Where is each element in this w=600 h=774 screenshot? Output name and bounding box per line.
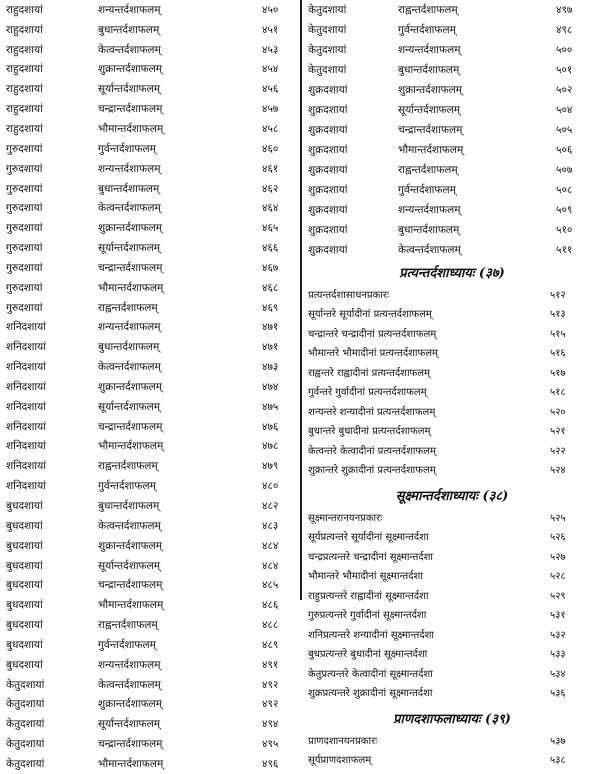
page-number: ४८९ xyxy=(262,638,279,651)
dasha-name: गुरुदशायां xyxy=(6,242,43,255)
page-number: ४९२ xyxy=(262,678,279,691)
toc-row xyxy=(304,20,600,40)
antardasha-name: भौमान्तर्दशाफलम् xyxy=(98,122,164,135)
page-number: ५२० xyxy=(550,406,566,418)
antardasha-name: सूर्यान्तर्दशाफलम् xyxy=(398,104,461,116)
toc-row xyxy=(304,240,600,260)
entry-title: गुरुप्रत्यन्तरे गुर्वादीनां सूक्ष्मान्तर्दशा xyxy=(308,610,427,622)
antardasha-name: शुक्रान्तर्दशाफलम् xyxy=(98,222,163,235)
toc-row xyxy=(0,0,298,20)
page-number: ४५१ xyxy=(262,23,279,36)
column-divider xyxy=(300,0,302,600)
entry-title: गुर्वन्तरे गुर्वादीनां प्रत्यन्तर्दशाफलम् xyxy=(308,387,427,399)
toc-row xyxy=(0,595,298,615)
antardasha-name: गुर्वन्तर्दशाफलम् xyxy=(98,142,156,155)
page-number: ५१६ xyxy=(550,348,566,360)
antardasha-name: भौमान्तर्दशाफलम् xyxy=(98,281,164,294)
dasha-name: शुक्रदशायां xyxy=(308,224,348,236)
dasha-name: केतुदशायां xyxy=(308,44,347,56)
entry-title: प्राणदशानयनप्रकारः xyxy=(308,735,378,747)
toc-row xyxy=(0,20,298,40)
page-number: ४६१ xyxy=(262,162,279,175)
toc-row xyxy=(0,635,298,655)
page-number: ५११ xyxy=(556,244,573,256)
toc-row xyxy=(0,99,298,119)
toc-row xyxy=(304,527,600,547)
antardasha-name: भौमान्तर्दशाफलम् xyxy=(98,599,164,612)
dasha-name: गुरुदशायां xyxy=(6,261,43,274)
dasha-name: बुधदशायां xyxy=(6,638,43,651)
antardasha-name: चन्द्रान्तर्दशाफलम् xyxy=(98,261,163,274)
dasha-name: शुक्रदशायां xyxy=(308,104,348,116)
chapter-39-list xyxy=(304,730,600,769)
right-table xyxy=(304,0,600,260)
page-number: ४९५ xyxy=(262,738,279,751)
dasha-name: शुक्रदशायां xyxy=(308,164,348,176)
page-number: ४७९ xyxy=(262,460,279,473)
dasha-name: राहुदशायां xyxy=(6,3,43,16)
dasha-name: गुरुदशायां xyxy=(6,222,43,235)
dasha-name: शनिदशायां xyxy=(6,400,46,413)
toc-row xyxy=(304,140,600,160)
page-number: ५१२ xyxy=(550,289,566,301)
dasha-name: राहुदशायां xyxy=(6,122,43,135)
page-number: ४९८ xyxy=(556,24,573,36)
page-number: ४५० xyxy=(262,3,279,16)
page-number: ४५४ xyxy=(262,63,279,76)
antardasha-name: चन्द्रान्तर्दशाफलम् xyxy=(98,103,163,116)
dasha-name: बुधदशायां xyxy=(6,519,43,532)
dasha-name: शुक्रदशायां xyxy=(308,144,348,156)
toc-row xyxy=(0,536,298,556)
toc-row xyxy=(304,683,600,703)
page-number: ४६६ xyxy=(262,242,279,255)
page-number: ४७१ xyxy=(262,341,279,354)
page-number: ४५३ xyxy=(262,43,279,56)
antardasha-name: चन्द्रान्तर्दशाफलम् xyxy=(98,738,163,751)
antardasha-name: शन्यन्तर्दशाफलम् xyxy=(398,204,461,216)
page-number: ५०७ xyxy=(556,164,573,176)
page-number: ५०५ xyxy=(556,124,573,136)
antardasha-name: शन्यन्तर्दशाफलम् xyxy=(98,321,161,334)
toc-row xyxy=(304,605,600,625)
antardasha-name: बुधान्तर्दशाफलम् xyxy=(398,64,460,76)
antardasha-name: राह्वन्तर्दशाफलम् xyxy=(98,301,158,314)
entry-title: बुधान्तरे बुधादीनां प्रत्यन्तर्दशाफलम् xyxy=(308,426,431,438)
page-number: ४६५ xyxy=(262,222,279,235)
chapter-37-list xyxy=(304,284,600,479)
antardasha-name: राह्वन्तर्दशाफलम् xyxy=(98,460,158,473)
dasha-name: राहुदशायां xyxy=(6,83,43,96)
page-number: ४५८ xyxy=(262,122,279,135)
antardasha-name: केत्वन्तर्दशाफलम् xyxy=(98,678,161,691)
page-number: ४६८ xyxy=(262,281,279,294)
dasha-name: शनिदशायां xyxy=(6,341,46,354)
toc-row xyxy=(0,40,298,60)
page-number: ५०१ xyxy=(556,64,573,76)
antardasha-name: राह्वन्तर्दशाफलम् xyxy=(98,619,158,632)
page-number: ५१८ xyxy=(550,387,566,399)
page-number: ४६९ xyxy=(262,301,279,314)
antardasha-name: सूर्यान्तर्दशाफलम् xyxy=(98,400,161,413)
entry-title: सूक्ष्मान्तरानयनप्रकारः xyxy=(308,512,383,524)
toc-row xyxy=(304,100,600,120)
page-number: ५३७ xyxy=(550,735,566,747)
toc-row xyxy=(0,734,298,754)
antardasha-name: बुधान्तर्दशाफलम् xyxy=(98,500,160,513)
dasha-name: राहुदशायां xyxy=(6,63,43,76)
page-number: ४८३ xyxy=(262,519,279,532)
toc-row xyxy=(0,714,298,734)
page-number: ४५६ xyxy=(262,83,279,96)
toc-row xyxy=(304,0,600,20)
antardasha-name: शन्यन्तर्दशाफलम् xyxy=(98,162,161,175)
page-number: ५१५ xyxy=(550,328,566,340)
antardasha-name: केत्वन्तर्दशाफलम् xyxy=(398,244,461,256)
dasha-name: बुधदशायां xyxy=(6,579,43,592)
right-column xyxy=(304,0,600,769)
entry-title: शुक्रान्तरे शुक्रादीनां प्रत्यन्तर्दशाफलम् xyxy=(308,465,436,477)
toc-row xyxy=(304,60,600,80)
toc-row xyxy=(304,460,600,480)
entry-title: बुधप्रत्यन्तरे बुधादीनां सूक्ष्मान्तर्दशा xyxy=(308,649,428,661)
toc-row xyxy=(0,476,298,496)
toc-row xyxy=(304,180,600,200)
page-number: ४६७ xyxy=(262,261,279,274)
page-number: ५३६ xyxy=(550,688,566,700)
entry-title: सूर्यप्राणदशाफलम् xyxy=(308,755,372,767)
dasha-name: केतुदशायां xyxy=(308,64,347,76)
page-number: ५३१ xyxy=(550,610,566,622)
antardasha-name: शुक्रान्तर्दशाफलम् xyxy=(98,539,163,552)
page-number: ५०९ xyxy=(556,204,573,216)
toc-row xyxy=(0,278,298,298)
toc-row xyxy=(304,362,600,382)
page-number: ४८६ xyxy=(262,599,279,612)
page-number: ५०२ xyxy=(556,84,573,96)
page-number: ४९७ xyxy=(556,4,573,16)
page-number: ५२६ xyxy=(550,532,566,544)
entry-title: चन्द्रान्तरे चन्द्रादीनां प्रत्यन्तर्दशाफलम् xyxy=(308,328,437,340)
page-number: ४८५ xyxy=(262,579,279,592)
toc-row xyxy=(304,284,600,304)
toc-row xyxy=(0,437,298,457)
antardasha-name: चन्द्रान्तर्दशाफलम् xyxy=(98,579,163,592)
antardasha-name: गुर्वन्तर्दशाफलम् xyxy=(98,480,156,493)
dasha-name: शनिदशायां xyxy=(6,380,46,393)
page-number: ५०८ xyxy=(556,184,573,196)
dasha-name: गुरुदशायां xyxy=(6,142,43,155)
antardasha-name: चन्द्रान्तर्दशाफलम् xyxy=(98,420,163,433)
toc-row xyxy=(0,337,298,357)
antardasha-name: केत्वन्तर्दशाफलम् xyxy=(98,361,161,374)
page-number: ४७३ xyxy=(262,361,279,374)
toc-row xyxy=(304,440,600,460)
toc-row xyxy=(304,585,600,605)
page-number: ५०४ xyxy=(556,104,573,116)
dasha-name: राहुदशायां xyxy=(6,23,43,36)
toc-row xyxy=(0,159,298,179)
entry-title: सूर्यप्रत्यन्तरे सूर्यादीनां सूक्ष्मान्तर्दशा xyxy=(308,532,429,544)
toc-row xyxy=(304,343,600,363)
entry-title: राहुप्रत्यन्तरे राह्वादीनां सूक्ष्मान्तर्दशा xyxy=(308,590,429,602)
toc-row xyxy=(0,238,298,258)
dasha-name: गुरुदशायां xyxy=(6,301,43,314)
antardasha-name: शुक्रान्तर्दशाफलम् xyxy=(98,698,163,711)
toc-row xyxy=(304,304,600,324)
dasha-name: केतुदशायां xyxy=(6,757,45,770)
page-number: ४८४ xyxy=(262,559,279,572)
page-number: ४७६ xyxy=(262,420,279,433)
antardasha-name: सूर्यान्तर्दशाफलम् xyxy=(98,718,161,731)
dasha-name: शनिदशायां xyxy=(6,321,46,334)
toc-row xyxy=(0,139,298,159)
antardasha-name: सूर्यान्तर्दशाफलम् xyxy=(98,83,161,96)
toc-row xyxy=(0,218,298,238)
toc-row xyxy=(304,566,600,586)
toc-row xyxy=(304,382,600,402)
antardasha-name: बुधान्तर्दशाफलम् xyxy=(98,23,160,36)
toc-row xyxy=(304,200,600,220)
dasha-name: शनिदशायां xyxy=(6,420,46,433)
dasha-name: केतुदशायां xyxy=(6,718,45,731)
page-number: ४५७ xyxy=(262,103,279,116)
toc-row xyxy=(0,417,298,437)
entry-title: केत्वन्तरे केत्वादीनां प्रत्यन्तर्दशाफलम् xyxy=(308,445,436,457)
toc-row xyxy=(304,644,600,664)
entry-title: भौमान्तरे भौमादीनां सूक्ष्मान्तर्दशा xyxy=(308,571,423,583)
toc-row xyxy=(0,60,298,80)
entry-title: शन्यन्तरे शन्यादीनां प्रत्यन्तर्दशाफलम् xyxy=(308,406,436,418)
chapter-37-title: प्रत्यन्तर्दशाध्यायः (३७) xyxy=(399,266,505,281)
page-number: ४९२ xyxy=(262,698,279,711)
chapter-38-list xyxy=(304,507,600,702)
toc-row xyxy=(304,323,600,343)
antardasha-name: भौमान्तर्दशाफलम् xyxy=(98,757,164,770)
page-number: ५३४ xyxy=(550,668,566,680)
page-number: ४६४ xyxy=(262,202,279,215)
antardasha-name: गुर्वन्तर्दशाफलम् xyxy=(98,638,156,651)
toc-row xyxy=(0,695,298,715)
toc-row xyxy=(0,655,298,675)
page-number: ४८४ xyxy=(262,539,279,552)
page-number: ५१० xyxy=(556,224,573,236)
page-number: ४६२ xyxy=(262,182,279,195)
entry-title: राह्वन्तरे राह्वादीनां प्रत्यन्तर्दशाफलम् xyxy=(308,367,431,379)
chapter-38-title: सूक्ष्मान्तर्दशाध्यायः (३८) xyxy=(395,489,509,504)
page-number: ५१३ xyxy=(550,309,566,321)
dasha-name: शुक्रदशायां xyxy=(308,184,348,196)
dasha-name: गुरुदशायां xyxy=(6,202,43,215)
entry-title: शनिप्रत्यन्तरे शन्यादीनां सूक्ष्मान्तर्दशा xyxy=(308,629,434,641)
page-number: ५२२ xyxy=(550,445,566,457)
toc-row xyxy=(0,119,298,139)
toc-row xyxy=(304,624,600,644)
antardasha-name: बुधान्तर्दशाफलम् xyxy=(98,182,160,195)
entry-title: चन्द्रप्रत्यन्तरे चन्द्रादीनां सूक्ष्मान्तर्दशा xyxy=(308,551,434,563)
dasha-name: बुधदशायां xyxy=(6,619,43,632)
toc-row xyxy=(304,120,600,140)
dasha-name: बुधदशायां xyxy=(6,599,43,612)
antardasha-name: सूर्यान्तर्दशाफलम् xyxy=(98,559,161,572)
toc-row xyxy=(0,575,298,595)
antardasha-name: गुर्वन्तर्दशाफलम् xyxy=(398,184,456,196)
toc-row xyxy=(304,40,600,60)
page-number: ५०६ xyxy=(556,144,573,156)
page-number: ४९६ xyxy=(262,757,279,770)
toc-row xyxy=(0,179,298,199)
dasha-name: केतुदशायां xyxy=(6,698,45,711)
entry-title: शुक्रप्रत्यन्तरे शुक्रादीनां सूक्ष्मान्तर्दशा xyxy=(308,688,433,700)
page-number: ५२९ xyxy=(550,590,566,602)
dasha-name: शनिदशायां xyxy=(6,440,46,453)
antardasha-name: शुक्रान्तर्दशाफलम् xyxy=(98,63,163,76)
toc-row xyxy=(0,258,298,278)
antardasha-name: राह्वन्तर्दशाफलम् xyxy=(398,164,458,176)
page-number: ५२८ xyxy=(550,571,566,583)
dasha-name: बुधदशायां xyxy=(6,658,43,671)
toc-row xyxy=(0,456,298,476)
page-number: ५३८ xyxy=(550,755,566,767)
toc-row xyxy=(304,507,600,527)
toc-row xyxy=(304,730,600,750)
toc-row xyxy=(304,750,600,770)
page-number: ५३३ xyxy=(550,649,566,661)
entry-title: केतुप्रत्यन्तरे केत्वादीनां सूक्ष्मान्तर्दशा xyxy=(308,668,433,680)
dasha-name: केतुदशायां xyxy=(6,678,45,691)
dasha-name: शनिदशायां xyxy=(6,480,46,493)
entry-title: सूर्यान्तरे सूर्यादीनां प्रत्यन्तर्दशाफलम् xyxy=(308,309,432,321)
toc-row xyxy=(304,546,600,566)
toc-row xyxy=(0,377,298,397)
antardasha-name: भौमान्तर्दशाफलम् xyxy=(98,440,164,453)
dasha-name: शनिदशायां xyxy=(6,361,46,374)
page-number: ५३२ xyxy=(550,629,566,641)
toc-row xyxy=(0,516,298,536)
left-column xyxy=(0,0,298,774)
antardasha-name: केत्वन्तर्दशाफलम् xyxy=(98,43,161,56)
antardasha-name: शुक्रान्तर्दशाफलम् xyxy=(398,84,463,96)
page-number: ४९१ xyxy=(262,658,279,671)
antardasha-name: शन्यन्तर्दशाफलम् xyxy=(98,658,161,671)
antardasha-name: गुर्वन्तर्दशाफलम् xyxy=(398,24,456,36)
antardasha-name: बुधान्तर्दशाफलम् xyxy=(398,224,460,236)
dasha-name: बुधदशायां xyxy=(6,559,43,572)
page-number: ५२१ xyxy=(550,426,566,438)
antardasha-name: शन्यन्तर्दशाफलम् xyxy=(398,44,461,56)
page-number: ४७१ xyxy=(262,321,279,334)
entry-title: भौमान्तरे भौमादीनां प्रत्यन्तर्दशाफलम् xyxy=(308,348,438,360)
dasha-name: गुरुदशायां xyxy=(6,281,43,294)
dasha-name: शुक्रदशायां xyxy=(308,204,348,216)
dasha-name: शुक्रदशायां xyxy=(308,84,348,96)
antardasha-name: चन्द्रान्तर्दशाफलम् xyxy=(398,124,463,136)
page-number: ४८० xyxy=(262,480,279,493)
antardasha-name: सूर्यान्तर्दशाफलम् xyxy=(98,242,161,255)
toc-row xyxy=(304,220,600,240)
dasha-name: शनिदशायां xyxy=(6,460,46,473)
page-number: ४९४ xyxy=(262,718,279,731)
dasha-name: गुरुदशायां xyxy=(6,162,43,175)
toc-row xyxy=(304,663,600,683)
toc-row xyxy=(0,754,298,774)
chapter-39-title: प्राणदशाफलाध्यायः (३९) xyxy=(393,712,511,727)
toc-row xyxy=(0,79,298,99)
page-number: ५१७ xyxy=(550,367,566,379)
page-number: ४७८ xyxy=(262,440,279,453)
antardasha-name: बुधान्तर्दशाफलम् xyxy=(98,341,160,354)
page-number: ५०० xyxy=(556,44,573,56)
antardasha-name: केत्वन्तर्दशाफलम् xyxy=(98,519,161,532)
toc-row xyxy=(0,496,298,516)
antardasha-name: शन्यन्तर्दशाफलम् xyxy=(98,3,161,16)
toc-row xyxy=(0,357,298,377)
page-number: ४६० xyxy=(262,142,279,155)
page-number: ५२७ xyxy=(550,551,566,563)
toc-row xyxy=(0,675,298,695)
dasha-name: बुधदशायां xyxy=(6,500,43,513)
antardasha-name: शुक्रान्तर्दशाफलम् xyxy=(98,380,163,393)
page-number: ५२४ xyxy=(550,465,566,477)
dasha-name: राहुदशायां xyxy=(6,43,43,56)
dasha-name: बुधदशायां xyxy=(6,539,43,552)
toc-row xyxy=(304,160,600,180)
page-number: ४७४ xyxy=(262,380,279,393)
antardasha-name: केत्वन्तर्दशाफलम् xyxy=(98,202,161,215)
page-number: ४८८ xyxy=(262,619,279,632)
dasha-name: शुक्रदशायां xyxy=(308,124,348,136)
toc-row xyxy=(304,401,600,421)
toc-row xyxy=(0,556,298,576)
toc-row xyxy=(304,421,600,441)
dasha-name: केतुदशायां xyxy=(308,24,347,36)
page-number: ५२५ xyxy=(550,512,566,524)
page-number: ४७५ xyxy=(262,400,279,413)
antardasha-name: राह्वन्तर्दशाफलम् xyxy=(398,4,458,16)
antardasha-name: भौमान्तर्दशाफलम् xyxy=(398,144,464,156)
toc-row xyxy=(0,397,298,417)
dasha-name: शुक्रदशायां xyxy=(308,244,348,256)
toc-row xyxy=(0,298,298,318)
dasha-name: राहुदशायां xyxy=(6,103,43,116)
toc-row xyxy=(0,198,298,218)
entry-title: प्रत्यन्तर्दशासाधनप्रकारः xyxy=(308,289,389,301)
dasha-name: केतुदशायां xyxy=(6,738,45,751)
dasha-name: गुरुदशायां xyxy=(6,182,43,195)
dasha-name: केतुदशायां xyxy=(308,4,347,16)
toc-row xyxy=(0,615,298,635)
toc-row xyxy=(304,80,600,100)
page-number: ४८२ xyxy=(262,500,279,513)
toc-row xyxy=(0,318,298,338)
